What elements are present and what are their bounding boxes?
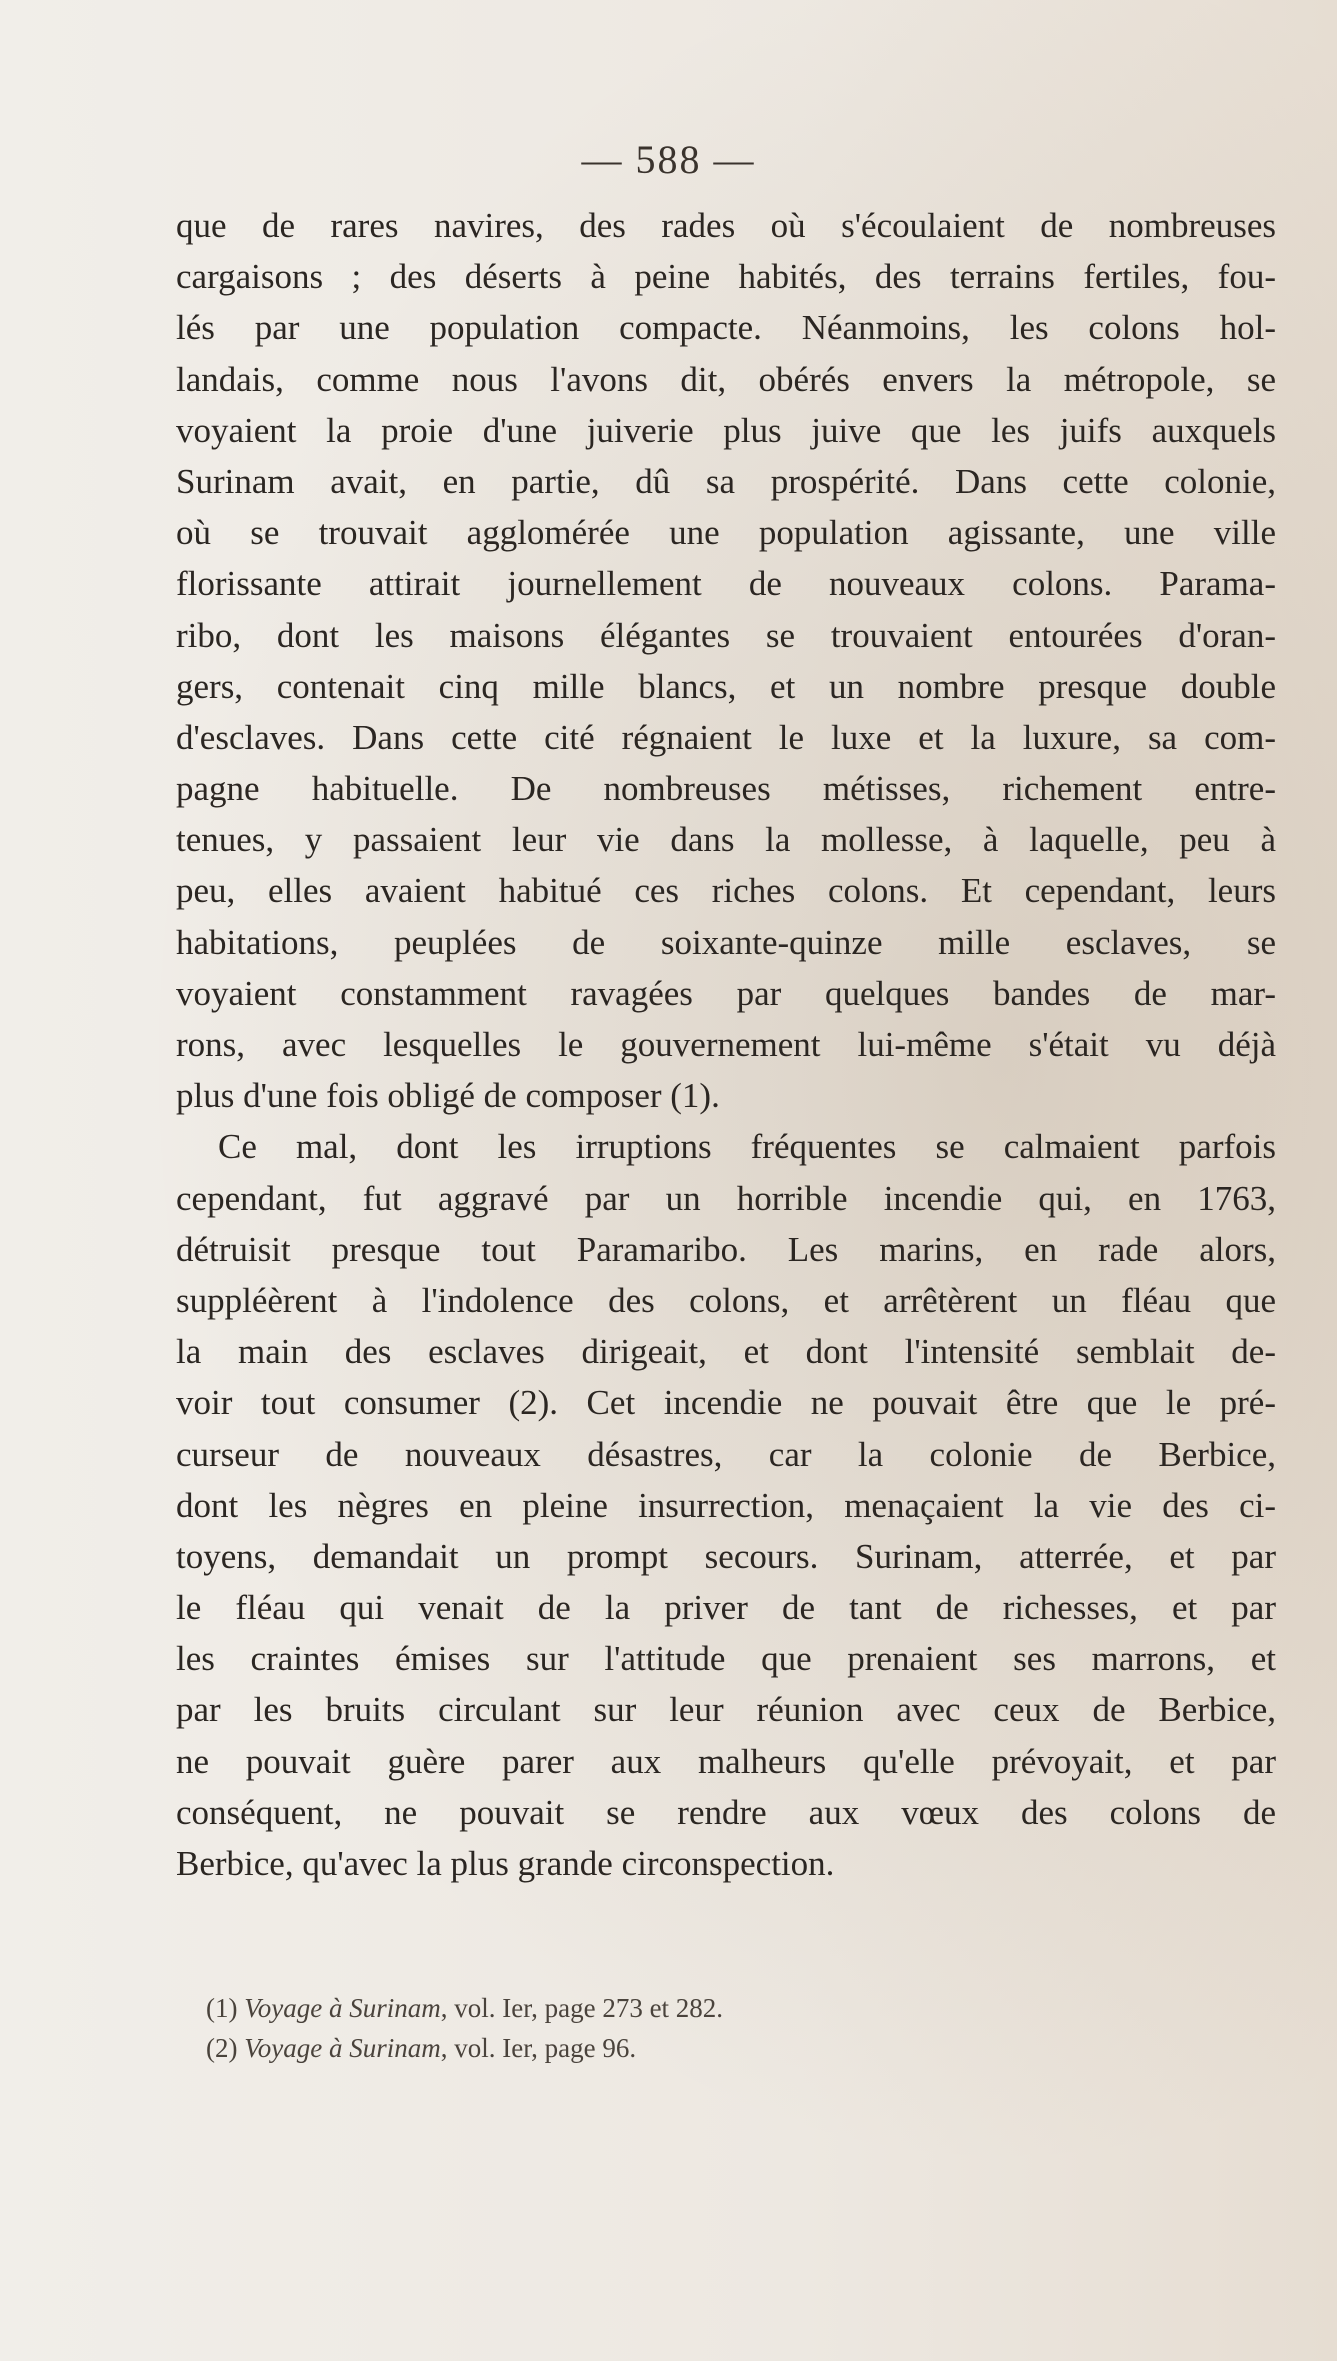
- text-line: toyens, demandait un prompt secours. Surinam, atterrée, et par: [176, 1536, 1276, 1576]
- text-line: dont les nègres en pleine insurrection, menaçaient la vie des ci-: [176, 1485, 1276, 1525]
- text-line: ne pouvait guère parer aux malheurs qu'elle prévoyait, et par: [176, 1741, 1276, 1781]
- text-line: tenues, y passaient leur vie dans la mollesse, à laquelle, peu à: [176, 820, 1276, 860]
- text-line: voyaient constamment ravagées par quelques bandes de mar-: [176, 973, 1276, 1013]
- footnote-title: Voyage à Surinam: [244, 2033, 441, 2063]
- text-line: par les bruits circulant sur leur réunion avec ceux de Berbice,: [176, 1690, 1276, 1730]
- text-line: les craintes émises sur l'attitude que prenaient ses marrons, et: [176, 1639, 1276, 1679]
- footnote-title: Voyage à Surinam: [244, 1993, 441, 2023]
- text-line: conséquent, ne pouvait se rendre aux vœux des colons de: [176, 1792, 1276, 1832]
- footnote-reference: , vol. Ier, page 273 et 282.: [440, 1993, 724, 2023]
- footnote-mark: (1): [206, 1993, 238, 2023]
- text-line: ribo, dont les maisons élégantes se trouvaient entourées d'oran-: [176, 615, 1276, 655]
- text-line: Berbice, qu'avec la plus grande circonspection.: [176, 1844, 835, 1883]
- footnote-1: [206, 1988, 1106, 2028]
- paragraph-1: [176, 200, 1276, 1121]
- paragraph-2: [176, 1121, 1276, 1889]
- body-text: [176, 200, 1276, 1889]
- footnote-2: [206, 2028, 1106, 2068]
- text-line: que de rares navires, des rades où s'écoulaient de nombreuses: [176, 206, 1276, 245]
- text-line: pagne habituelle. De nombreuses métisses, richement entre-: [176, 769, 1276, 809]
- text-line: suppléèrent à l'indolence des colons, et arrêtèrent un fléau que: [176, 1280, 1276, 1320]
- footnote-mark: (2): [206, 2033, 238, 2063]
- text-line: plus d'une fois obligé de composer (1).: [176, 1076, 720, 1116]
- footnotes: [206, 1988, 1106, 2068]
- text-line: le fléau qui venait de la priver de tant de richesses, et par: [176, 1588, 1276, 1628]
- text-line: détruisit presque tout Paramaribo. Les marins, en rade alors,: [176, 1229, 1276, 1269]
- text-line: curseur de nouveaux désastres, car la colonie de Berbice,: [176, 1434, 1276, 1474]
- text-line: florissante attirait journellement de nouveaux colons. Parama-: [176, 564, 1276, 604]
- page-number: — 588 —: [581, 137, 756, 182]
- text-line: la main des esclaves dirigeait, et dont l'intensité semblait de-: [176, 1332, 1276, 1372]
- text-line: peu, elles avaient habitué ces riches colons. Et cependant, leurs: [176, 871, 1276, 911]
- text-line: rons, avec lesquelles le gouvernement lui-même s'était vu déjà: [176, 1025, 1276, 1064]
- text-line: voir tout consumer (2). Cet incendie ne pouvait être que le pré-: [176, 1383, 1276, 1423]
- text-line: Ce mal, dont les irruptions fréquentes se calmaient parfois: [218, 1127, 1276, 1167]
- text-line: voyaient la proie d'une juiverie plus juive que les juifs auxquels: [176, 410, 1276, 450]
- text-line: landais, comme nous l'avons dit, obérés envers la métropole, se: [176, 359, 1276, 399]
- text-line: gers, contenait cinq mille blancs, et un nombre presque double: [176, 666, 1276, 706]
- text-line: d'esclaves. Dans cette cité régnaient le luxe et la luxure, sa com-: [176, 717, 1276, 757]
- text-line: lés par une population compacte. Néanmoins, les colons hol-: [176, 308, 1276, 348]
- text-line: cargaisons ; des déserts à peine habités, des terrains fertiles, fou-: [176, 257, 1276, 297]
- text-line: où se trouvait agglomérée une population agissante, une ville: [176, 513, 1276, 553]
- footnote-reference: , vol. Ier, page 96.: [440, 2033, 637, 2063]
- text-line: habitations, peuplées de soixante-quinze mille esclaves, se: [176, 922, 1276, 962]
- text-line: Surinam avait, en partie, dû sa prospérité. Dans cette colonie,: [176, 461, 1276, 501]
- text-line: cependant, fut aggravé par un horrible incendie qui, en 1763,: [176, 1178, 1276, 1218]
